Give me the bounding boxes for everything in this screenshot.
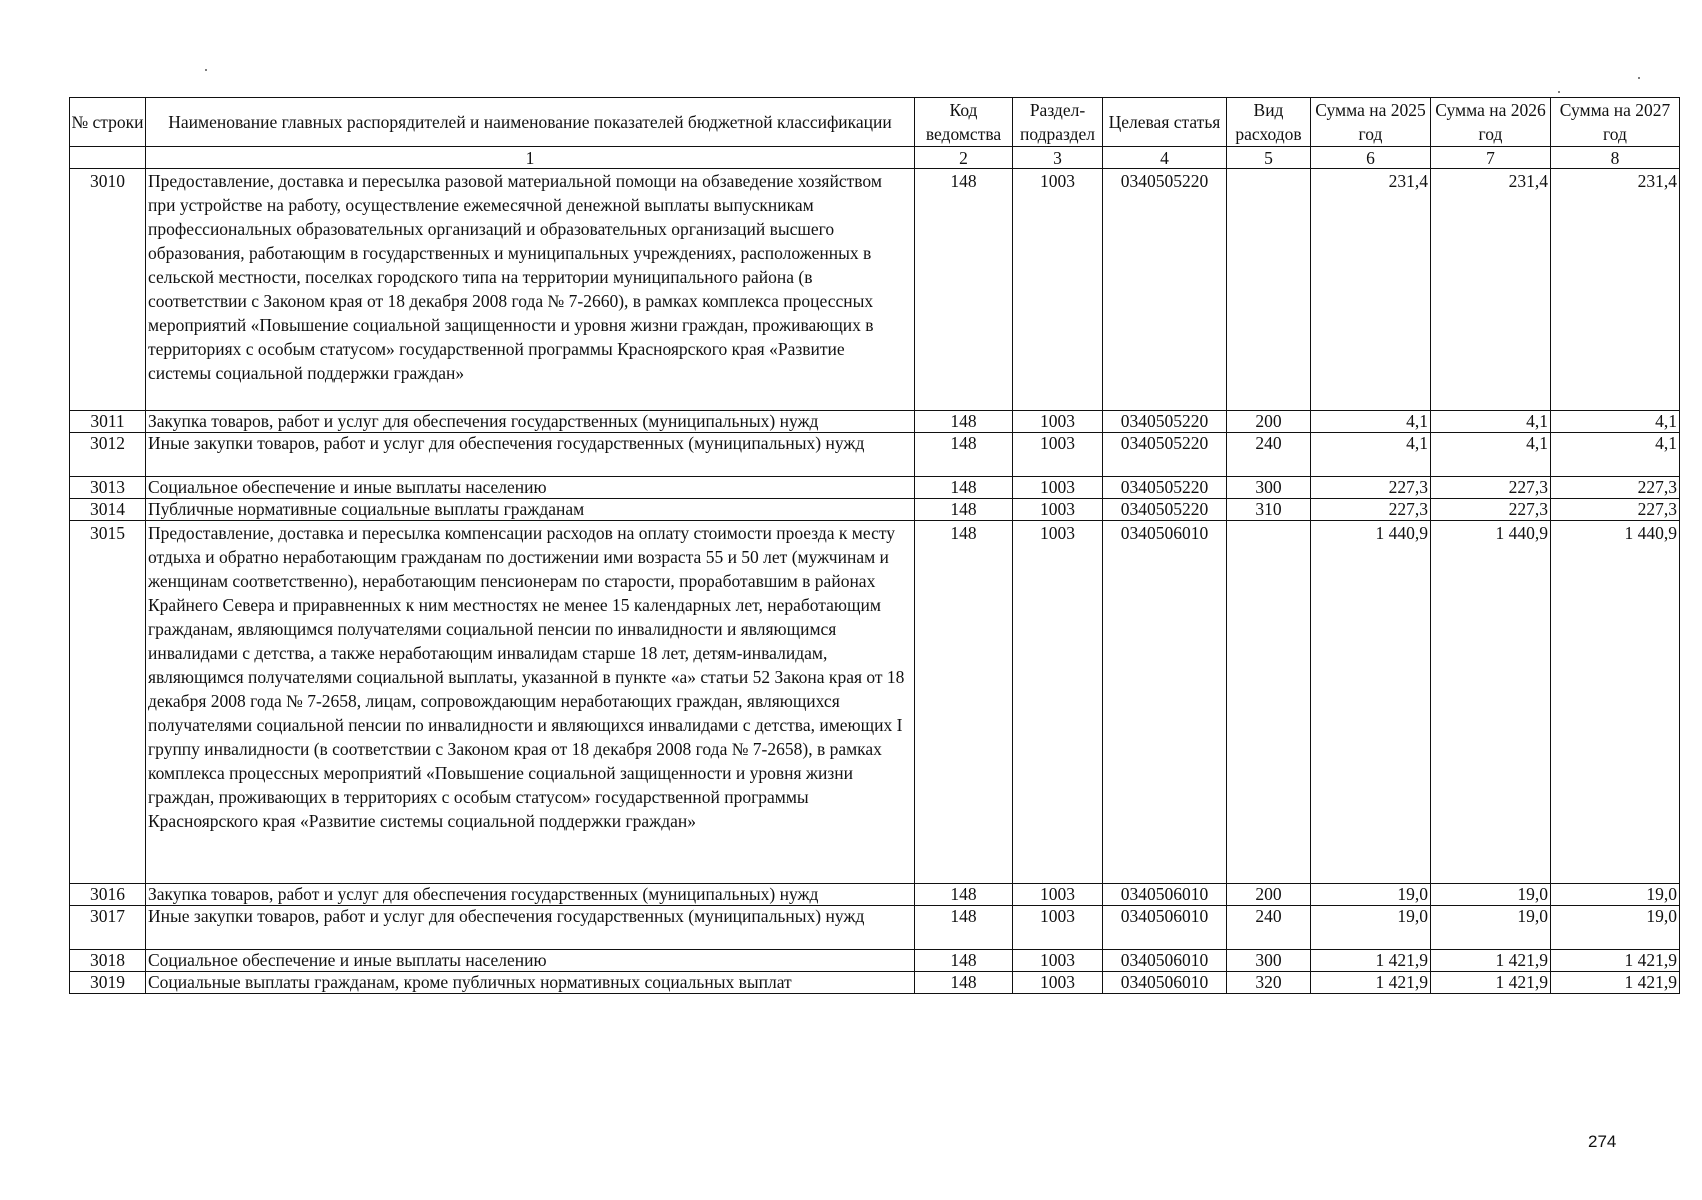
table-row bbox=[70, 169, 1680, 411]
row-name: Иные закупки товаров, работ и услуг для обеспечения государственных (муниципальных) нужд bbox=[146, 433, 915, 477]
target-code: 0340506010 bbox=[1103, 884, 1227, 906]
column-number-cell: 5 bbox=[1227, 147, 1311, 169]
sum-2026: 1 440,9 bbox=[1431, 521, 1551, 884]
sum-2027: 1 421,9 bbox=[1551, 972, 1680, 994]
row-name: Предоставление, доставка и пересылка разовой материальной помощи на обзаведение хозяйством при устройстве на работу, осуществление ежемесячной денежной выплаты выпускникам профессиональных образовательных организаций и образовательных организаций высшего образования, работающим в государственных и муниципальных учреждениях, расположенных в сельской местности, поселках городского типа на территории муниципального района (в соответствии с Законом края от 18 декабря 2008 года № 7-2660), в рамках комплекса процессных мероприятий «Повышение социальной защищенности и уровня жизни граждан, проживающих в территориях с особым статусом» государственной программы Красноярского края «Развитие системы социальной поддержки граждан» bbox=[146, 169, 915, 411]
row-number: 3018 bbox=[70, 950, 146, 972]
sum-2027: 1 421,9 bbox=[1551, 950, 1680, 972]
section-code: 1003 bbox=[1013, 169, 1103, 411]
row-number: 3019 bbox=[70, 972, 146, 994]
sum-2025: 231,4 bbox=[1311, 169, 1431, 411]
column-number-row bbox=[70, 147, 1680, 169]
dept-code: 148 bbox=[915, 950, 1013, 972]
target-code: 0340506010 bbox=[1103, 521, 1227, 884]
scan-speck bbox=[205, 69, 207, 71]
kind-code: 300 bbox=[1227, 950, 1311, 972]
sum-2027: 227,3 bbox=[1551, 499, 1680, 521]
sum-2026: 4,1 bbox=[1431, 411, 1551, 433]
sum-2027: 4,1 bbox=[1551, 411, 1680, 433]
sum-2026: 4,1 bbox=[1431, 433, 1551, 477]
target-code: 0340506010 bbox=[1103, 950, 1227, 972]
target-code: 0340506010 bbox=[1103, 906, 1227, 950]
target-code: 0340505220 bbox=[1103, 411, 1227, 433]
row-name: Иные закупки товаров, работ и услуг для обеспечения государственных (муниципальных) нужд bbox=[146, 906, 915, 950]
section-code: 1003 bbox=[1013, 972, 1103, 994]
dept-code: 148 bbox=[915, 411, 1013, 433]
row-name: Предоставление, доставка и пересылка компенсации расходов на оплату стоимости проезда к месту отдыха и обратно неработающим гражданам по достижении ими возраста 55 и 50 лет (мужчинам и женщинам соответственно), неработающим пенсионерам по старости, проработавшим в районах Крайнего Севера и приравненных к ним местностях не менее 15 календарных лет, неработающим гражданам, являющимся получателями социальной пенсии по инвалидности и являющимся инвалидами с детства, а также неработающим инвалидам старше 18 лет, детям-инвалидам, являющимся получателями социальной выплаты, указанной в пункте «а» статьи 52 Закона края от 18 декабря 2008 года № 7-2658, лицам, сопровождающим неработающих граждан, являющихся получателями социальной пенсии по инвалидности и являющихся инвалидами с детства, имеющих I группу инвалидности (в соответствии с Законом края от 18 декабря 2008 года № 7-2658), в рамках комплекса процессных мероприятий «Повышение социальной защищенности и уровня жизни граждан, проживающих в территориях с особым статусом» государственной программы Красноярского края «Развитие системы социальной поддержки граждан» bbox=[146, 521, 915, 884]
target-code: 0340506010 bbox=[1103, 972, 1227, 994]
sum-2027: 1 440,9 bbox=[1551, 521, 1680, 884]
row-number: 3015 bbox=[70, 521, 146, 884]
target-code: 0340505220 bbox=[1103, 169, 1227, 411]
sum-2025: 1 440,9 bbox=[1311, 521, 1431, 884]
dept-code: 148 bbox=[915, 169, 1013, 411]
sum-2025: 227,3 bbox=[1311, 499, 1431, 521]
target-code: 0340505220 bbox=[1103, 477, 1227, 499]
table-row bbox=[70, 499, 1680, 521]
row-name: Социальное обеспечение и иные выплаты населению bbox=[146, 477, 915, 499]
kind-code bbox=[1227, 169, 1311, 411]
kind-code: 240 bbox=[1227, 906, 1311, 950]
target-code: 0340505220 bbox=[1103, 499, 1227, 521]
sum-2027: 231,4 bbox=[1551, 169, 1680, 411]
row-number: 3013 bbox=[70, 477, 146, 499]
header-row bbox=[70, 98, 1680, 147]
sum-2026: 1 421,9 bbox=[1431, 950, 1551, 972]
row-number: 3017 bbox=[70, 906, 146, 950]
column-number-cell bbox=[70, 147, 146, 169]
section-code: 1003 bbox=[1013, 477, 1103, 499]
row-number: 3010 bbox=[70, 169, 146, 411]
sum-2026: 227,3 bbox=[1431, 499, 1551, 521]
section-code: 1003 bbox=[1013, 499, 1103, 521]
header-cell-kind: Вид расходов bbox=[1227, 98, 1311, 147]
sum-2025: 4,1 bbox=[1311, 411, 1431, 433]
header-cell-row-number: № строки bbox=[70, 98, 146, 147]
table-row bbox=[70, 433, 1680, 477]
sum-2025: 1 421,9 bbox=[1311, 950, 1431, 972]
sum-2026: 19,0 bbox=[1431, 906, 1551, 950]
header-cell-sum-2025: Сумма на 2025 год bbox=[1311, 98, 1431, 147]
sum-2027: 227,3 bbox=[1551, 477, 1680, 499]
sum-2025: 19,0 bbox=[1311, 884, 1431, 906]
row-name: Социальное обеспечение и иные выплаты населению bbox=[146, 950, 915, 972]
kind-code: 200 bbox=[1227, 884, 1311, 906]
sum-2025: 227,3 bbox=[1311, 477, 1431, 499]
row-number: 3011 bbox=[70, 411, 146, 433]
row-name: Публичные нормативные социальные выплаты гражданам bbox=[146, 499, 915, 521]
dept-code: 148 bbox=[915, 433, 1013, 477]
target-code: 0340505220 bbox=[1103, 433, 1227, 477]
section-code: 1003 bbox=[1013, 521, 1103, 884]
column-number-cell: 4 bbox=[1103, 147, 1227, 169]
dept-code: 148 bbox=[915, 477, 1013, 499]
table-row bbox=[70, 411, 1680, 433]
header-cell-section: Раздел-подраздел bbox=[1013, 98, 1103, 147]
row-number: 3016 bbox=[70, 884, 146, 906]
row-name: Социальные выплаты гражданам, кроме публичных нормативных социальных выплат bbox=[146, 972, 915, 994]
row-number: 3012 bbox=[70, 433, 146, 477]
sum-2026: 19,0 bbox=[1431, 884, 1551, 906]
table-row bbox=[70, 950, 1680, 972]
section-code: 1003 bbox=[1013, 950, 1103, 972]
table-body bbox=[70, 169, 1680, 994]
sum-2027: 19,0 bbox=[1551, 884, 1680, 906]
kind-code: 200 bbox=[1227, 411, 1311, 433]
row-name: Закупка товаров, работ и услуг для обеспечения государственных (муниципальных) нужд bbox=[146, 884, 915, 906]
dept-code: 148 bbox=[915, 521, 1013, 884]
header-cell-target: Целевая статья bbox=[1103, 98, 1227, 147]
table-row bbox=[70, 521, 1680, 884]
dept-code: 148 bbox=[915, 499, 1013, 521]
budget-table bbox=[69, 97, 1680, 994]
table-row bbox=[70, 884, 1680, 906]
kind-code: 300 bbox=[1227, 477, 1311, 499]
column-number-cell: 1 bbox=[146, 147, 915, 169]
table-row bbox=[70, 906, 1680, 950]
sum-2026: 231,4 bbox=[1431, 169, 1551, 411]
row-number: 3014 bbox=[70, 499, 146, 521]
scan-speck bbox=[1558, 91, 1560, 93]
table-row bbox=[70, 477, 1680, 499]
table-row bbox=[70, 972, 1680, 994]
header-cell-sum-2026: Сумма на 2026 год bbox=[1431, 98, 1551, 147]
scan-speck bbox=[1638, 77, 1640, 79]
column-number-cell: 2 bbox=[915, 147, 1013, 169]
column-number-cell: 7 bbox=[1431, 147, 1551, 169]
sum-2026: 1 421,9 bbox=[1431, 972, 1551, 994]
column-number-cell: 8 bbox=[1551, 147, 1680, 169]
section-code: 1003 bbox=[1013, 884, 1103, 906]
kind-code: 240 bbox=[1227, 433, 1311, 477]
section-code: 1003 bbox=[1013, 906, 1103, 950]
dept-code: 148 bbox=[915, 972, 1013, 994]
dept-code: 148 bbox=[915, 906, 1013, 950]
header-cell-sum-2027: Сумма на 2027 год bbox=[1551, 98, 1680, 147]
column-number-cell: 3 bbox=[1013, 147, 1103, 169]
sum-2027: 19,0 bbox=[1551, 906, 1680, 950]
kind-code bbox=[1227, 521, 1311, 884]
header-cell-name: Наименование главных распорядителей и наименование показателей бюджетной классификации bbox=[146, 98, 915, 147]
section-code: 1003 bbox=[1013, 411, 1103, 433]
sum-2025: 1 421,9 bbox=[1311, 972, 1431, 994]
header-cell-dept-code: Код ведомства bbox=[915, 98, 1013, 147]
column-number-cell: 6 bbox=[1311, 147, 1431, 169]
dept-code: 148 bbox=[915, 884, 1013, 906]
section-code: 1003 bbox=[1013, 433, 1103, 477]
sum-2025: 4,1 bbox=[1311, 433, 1431, 477]
sum-2026: 227,3 bbox=[1431, 477, 1551, 499]
kind-code: 320 bbox=[1227, 972, 1311, 994]
table-header bbox=[70, 98, 1680, 169]
sum-2027: 4,1 bbox=[1551, 433, 1680, 477]
kind-code: 310 bbox=[1227, 499, 1311, 521]
sum-2025: 19,0 bbox=[1311, 906, 1431, 950]
page-number: 274 bbox=[1588, 1132, 1617, 1151]
row-name: Закупка товаров, работ и услуг для обеспечения государственных (муниципальных) нужд bbox=[146, 411, 915, 433]
